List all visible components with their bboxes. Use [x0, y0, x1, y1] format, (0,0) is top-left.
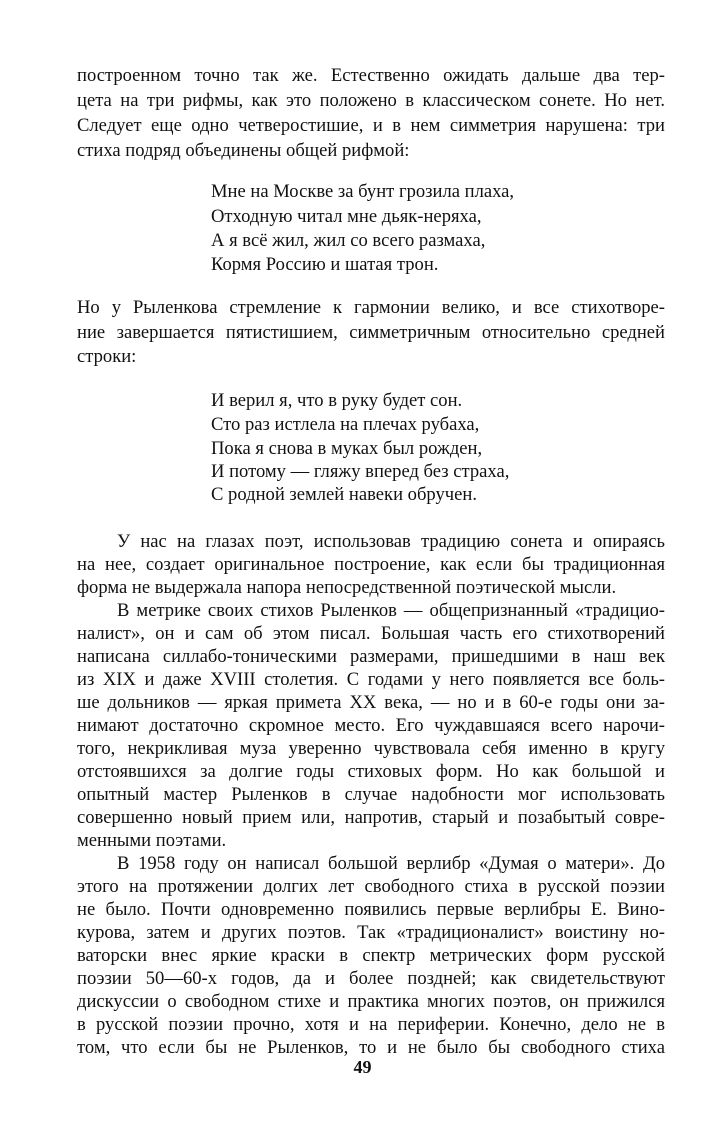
text-line: Но у Рыленкова стремление к гармонии велико, и все стихотворе- — [77, 297, 665, 318]
verse-line: А я всё жил, жил со всего размаха, — [211, 230, 486, 251]
text-line: том, что если бы не Рыленков, то и не было бы свободного стиха — [77, 1037, 665, 1058]
text-line: нимают достаточно скромное место. Его чуждавшаяся всего нарочи- — [77, 715, 665, 736]
verse-line: Мне на Москве за бунт грозила плаха, — [211, 181, 515, 202]
text-line: строки: — [77, 346, 137, 367]
text-line: в русской поэзии прочно, хотя и на периферии. Конечно, дело не в — [77, 1014, 665, 1035]
verse-line: Отходную читал мне дьяк-неряха, — [211, 206, 482, 227]
text-line: построенном точно так же. Естественно ожидать дальше два тер- — [77, 65, 665, 86]
text-line: из XIX и даже XVIII столетия. С годами у него появляется все боль- — [77, 669, 665, 690]
text-line: опытный мастер Рыленков в случае надобности мог использовать — [77, 784, 665, 805]
text-line: дискуссии о свободном стихе и практика многих поэтов, он прижился — [77, 991, 665, 1012]
verse-line: И потому — гляжу вперед без страха, — [211, 461, 510, 482]
text-line: курова, затем и других поэтов. Так «традиционалист» воистину но- — [77, 922, 665, 943]
verse-line: Кормя Россию и шатая трон. — [211, 254, 439, 275]
text-line: не было. Почти одновременно появились первые верлибры Е. Вино- — [77, 899, 665, 920]
verse-line: Сто раз истлела на плечах рубаха, — [211, 414, 480, 435]
text-line: форма не выдержала напора непосредственной поэтической мысли. — [77, 577, 617, 598]
text-line: Следует еще одно четверостишие, и в нем симметрия нарушена: три — [77, 115, 665, 136]
text-line: на нее, создает оригинальное построение, как если бы традиционная — [77, 554, 665, 575]
text-line: ваторски внес яркие краски в спектр метрических форм русской — [77, 945, 665, 966]
text-line: У нас на глазах поэт, использовав традицию сонета и опираясь — [117, 531, 665, 552]
verse-line: Пока я снова в муках был рожден, — [211, 438, 483, 459]
text-line: ше дольников — яркая примета XX века, — но и в 60-е годы они за- — [77, 692, 665, 713]
text-line: совершенно новый прием или, напротив, старый и позабытый совре- — [77, 807, 665, 828]
text-line: налист», он и сам об этом писал. Большая часть его стихотворений — [77, 623, 665, 644]
verse-line: С родной землей навеки обручен. — [211, 484, 477, 505]
text-line: отстоявшихся за долгие годы стиховых форм. Но как большой и — [77, 761, 665, 782]
text-line: поэзии 50—60-х годов, да и более поздней; как свидетельствуют — [77, 968, 665, 989]
text-line: В 1958 году он написал большой верлибр «Думая о матери». До — [117, 853, 665, 874]
text-line: В метрике своих стихов Рыленков — общепризнанный «традицио- — [117, 600, 665, 621]
verse-line: И верил я, что в руку будет сон. — [211, 390, 463, 411]
text-line: написана силлабо-тоническими размерами, пришедшими в наш век — [77, 646, 665, 667]
text-line: ние завершается пятистишием, симметричным относительно средней — [77, 322, 665, 343]
text-line: цета на три рифмы, как это положено в классическом сонете. Но нет. — [77, 90, 665, 111]
text-line: этого на протяжении долгих лет свободного стиха в русской поэзии — [77, 876, 665, 897]
text-line: того, некрикливая муза уверенно чувствовала себя именно в кругу — [77, 738, 665, 759]
page-number: 49 — [353, 1057, 372, 1077]
text-line: стиха подряд объединены общей рифмой: — [77, 140, 410, 161]
text-line: менными поэтами. — [77, 830, 227, 851]
